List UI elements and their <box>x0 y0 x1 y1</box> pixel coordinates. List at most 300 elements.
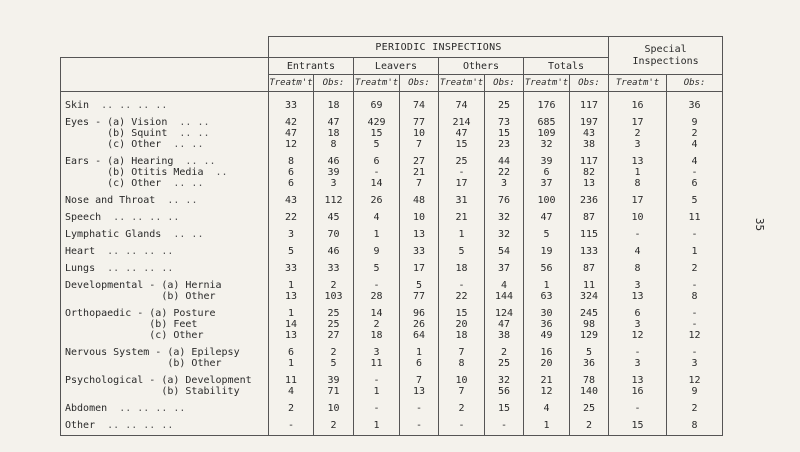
row-label <box>61 111 269 128</box>
value-cell: 17 <box>439 178 485 189</box>
table-row <box>61 223 723 240</box>
value-cell: 25 <box>314 319 354 330</box>
value-cell: 12 <box>269 139 314 150</box>
row-label <box>61 223 269 240</box>
value-cell: 6 <box>269 341 314 358</box>
value-cell: 64 <box>400 330 439 341</box>
value-cell: 18 <box>439 257 485 274</box>
value-cell: 8 <box>609 178 667 189</box>
table-row <box>61 206 723 223</box>
value-cell: 117 <box>570 150 609 167</box>
value-cell: 2 <box>570 414 609 436</box>
value-cell: 30 <box>524 302 570 319</box>
row-label-text: Nose and Throat <box>65 195 156 206</box>
value-cell: 87 <box>570 206 609 223</box>
value-cell: 18 <box>439 330 485 341</box>
row-label-text: (c) Other <box>65 139 162 150</box>
value-cell: 3 <box>609 274 667 291</box>
row-label <box>61 167 269 178</box>
value-cell: 176 <box>524 92 570 112</box>
value-cell: 100 <box>524 189 570 206</box>
value-cell: 71 <box>314 386 354 397</box>
leader-dots: .. .. .. .. <box>107 263 174 274</box>
value-cell: 17 <box>609 111 667 128</box>
value-cell: 15 <box>485 128 524 139</box>
value-cell: 54 <box>485 240 524 257</box>
row-label-text: Orthopaedic - (a) Posture <box>65 308 216 319</box>
value-cell: 18 <box>314 92 354 112</box>
value-cell: 78 <box>570 369 609 386</box>
value-cell: 11 <box>354 358 400 369</box>
value-cell: 3 <box>485 178 524 189</box>
row-label-text: Skin <box>65 100 90 111</box>
value-cell: - <box>354 167 400 178</box>
value-cell: 3 <box>609 139 667 150</box>
value-cell: 2 <box>439 397 485 414</box>
value-cell: 5 <box>439 240 485 257</box>
value-cell: 56 <box>485 386 524 397</box>
value-cell: 74 <box>439 92 485 112</box>
value-cell: 1 <box>400 341 439 358</box>
value-cell: 25 <box>314 302 354 319</box>
value-cell: 33 <box>400 240 439 257</box>
value-cell: 14 <box>354 302 400 319</box>
leader-dots: .. .. <box>173 139 204 150</box>
value-cell: 2 <box>314 274 354 291</box>
value-cell: 4 <box>269 386 314 397</box>
value-cell: 87 <box>570 257 609 274</box>
value-cell: 2 <box>667 257 723 274</box>
value-cell: 23 <box>485 139 524 150</box>
table-row <box>61 111 723 128</box>
value-cell: 8 <box>269 150 314 167</box>
value-cell: 25 <box>485 358 524 369</box>
value-cell: 70 <box>314 223 354 240</box>
value-cell: 39 <box>314 167 354 178</box>
value-cell: 5 <box>400 274 439 291</box>
value-cell: 4 <box>667 139 723 150</box>
value-cell: 36 <box>524 319 570 330</box>
value-cell: 14 <box>354 178 400 189</box>
value-cell: 47 <box>524 206 570 223</box>
value-cell: 2 <box>269 397 314 414</box>
row-label-text: Nervous System - (a) Epilepsy <box>65 347 240 358</box>
table-body <box>61 92 723 436</box>
treatment-subheading: Treatm't <box>269 75 314 92</box>
row-label-text: Other <box>65 420 96 431</box>
value-cell: 7 <box>439 341 485 358</box>
value-cell: 7 <box>400 178 439 189</box>
row-label <box>61 240 269 257</box>
value-cell: 4 <box>667 150 723 167</box>
value-cell: 140 <box>570 386 609 397</box>
value-cell: 27 <box>400 150 439 167</box>
leader-dots: .. .. <box>185 156 216 167</box>
value-cell: 1 <box>524 414 570 436</box>
value-cell: 38 <box>485 330 524 341</box>
value-cell: - <box>400 397 439 414</box>
value-cell: 32 <box>485 369 524 386</box>
value-cell: 37 <box>485 257 524 274</box>
value-cell: 2 <box>485 341 524 358</box>
row-label <box>61 150 269 167</box>
value-cell: 1 <box>269 358 314 369</box>
table-row <box>61 386 723 397</box>
value-cell: 45 <box>314 206 354 223</box>
value-cell: 31 <box>439 189 485 206</box>
value-cell: 1 <box>354 414 400 436</box>
value-cell: 21 <box>400 167 439 178</box>
leader-dots: .. .. <box>173 178 204 189</box>
value-cell: 2 <box>314 341 354 358</box>
value-cell: 15 <box>439 302 485 319</box>
leader-dots: .. .. .. .. <box>113 212 180 223</box>
leader-dots: .. .. .. .. <box>101 100 168 111</box>
table-row <box>61 358 723 369</box>
value-cell: 46 <box>314 150 354 167</box>
value-cell: 20 <box>439 319 485 330</box>
table-row <box>61 257 723 274</box>
row-label-text: Speech <box>65 212 102 223</box>
periodic-inspections-heading: PERIODIC INSPECTIONS <box>269 37 609 58</box>
value-cell: 8 <box>314 139 354 150</box>
value-cell: 39 <box>314 369 354 386</box>
value-cell: 47 <box>314 111 354 128</box>
value-cell: 8 <box>439 358 485 369</box>
value-cell: 43 <box>570 128 609 139</box>
table-row <box>61 128 723 139</box>
value-cell: 6 <box>269 178 314 189</box>
value-cell: 73 <box>485 111 524 128</box>
value-cell: 17 <box>400 257 439 274</box>
value-cell: 18 <box>354 330 400 341</box>
value-cell: 13 <box>609 369 667 386</box>
value-cell: 4 <box>354 206 400 223</box>
value-cell: 11 <box>269 369 314 386</box>
value-cell: 36 <box>570 358 609 369</box>
value-cell: 6 <box>609 302 667 319</box>
value-cell: 26 <box>400 319 439 330</box>
value-cell: 98 <box>570 319 609 330</box>
value-cell: - <box>667 167 723 178</box>
value-cell: - <box>354 274 400 291</box>
value-cell: 47 <box>439 128 485 139</box>
value-cell: 77 <box>400 111 439 128</box>
value-cell: 4 <box>609 240 667 257</box>
value-cell: 4 <box>524 397 570 414</box>
table-row <box>61 92 723 112</box>
value-cell: 13 <box>609 291 667 302</box>
value-cell: 124 <box>485 302 524 319</box>
inspections-table <box>60 36 723 436</box>
row-label <box>61 369 269 386</box>
value-cell: 48 <box>400 189 439 206</box>
value-cell: 15 <box>485 397 524 414</box>
value-cell: 117 <box>570 92 609 112</box>
row-label-text: (c) Other <box>65 330 204 341</box>
value-cell: 32 <box>485 206 524 223</box>
value-cell: 10 <box>609 206 667 223</box>
row-label-text: (b) Stability <box>65 386 240 397</box>
treatment-subheading: Treatm't <box>354 75 400 92</box>
value-cell: 2 <box>314 414 354 436</box>
table-row <box>61 302 723 319</box>
value-cell: - <box>667 302 723 319</box>
value-cell: 16 <box>524 341 570 358</box>
value-cell: 1 <box>354 223 400 240</box>
value-cell: 214 <box>439 111 485 128</box>
value-cell: 15 <box>609 414 667 436</box>
table-row <box>61 291 723 302</box>
value-cell: 16 <box>609 92 667 112</box>
row-label <box>61 414 269 436</box>
value-cell: - <box>667 341 723 358</box>
row-label-text: Abdomen <box>65 403 108 414</box>
value-cell: 6 <box>354 150 400 167</box>
value-cell: 11 <box>667 206 723 223</box>
row-label-text: Psychological - (a) Development <box>65 375 252 386</box>
totals-heading: Totals <box>524 58 609 75</box>
value-cell: 46 <box>314 240 354 257</box>
value-cell: 22 <box>485 167 524 178</box>
value-cell: 2 <box>354 319 400 330</box>
value-cell: 5 <box>314 358 354 369</box>
row-label-text: Developmental - (a) Hernia <box>65 280 222 291</box>
value-cell: 1 <box>667 240 723 257</box>
observation-subheading: Obs: <box>485 75 524 92</box>
value-cell: - <box>354 397 400 414</box>
row-label <box>61 128 269 139</box>
leader-dots: .. .. .. .. <box>107 420 174 431</box>
value-cell: 49 <box>524 330 570 341</box>
value-cell: 20 <box>524 358 570 369</box>
value-cell: 82 <box>570 167 609 178</box>
leader-dots: .. .. .. .. <box>119 403 186 414</box>
value-cell: 8 <box>667 291 723 302</box>
value-cell: 2 <box>609 128 667 139</box>
value-cell: 5 <box>354 257 400 274</box>
row-label <box>61 139 269 150</box>
table-row <box>61 178 723 189</box>
table-row <box>61 139 723 150</box>
value-cell: 25 <box>485 92 524 112</box>
value-cell: 115 <box>570 223 609 240</box>
value-cell: - <box>354 369 400 386</box>
row-label <box>61 291 269 302</box>
value-cell: 1 <box>269 274 314 291</box>
value-cell: 8 <box>609 257 667 274</box>
leader-dots: .. .. <box>167 195 198 206</box>
value-cell: 25 <box>570 397 609 414</box>
value-cell: - <box>400 414 439 436</box>
value-cell: 13 <box>609 150 667 167</box>
row-label-text: (b) Squint <box>65 128 168 139</box>
value-cell: - <box>609 223 667 240</box>
value-cell: 133 <box>570 240 609 257</box>
leader-dots: .. .. .. .. <box>107 246 174 257</box>
value-cell: 13 <box>570 178 609 189</box>
row-label <box>61 302 269 319</box>
value-cell: - <box>439 274 485 291</box>
table-row <box>61 319 723 330</box>
page-number: 35 <box>752 217 766 232</box>
value-cell: 33 <box>314 257 354 274</box>
value-cell: 63 <box>524 291 570 302</box>
label-column-sub <box>61 75 269 92</box>
value-cell: - <box>609 397 667 414</box>
observation-subheading: Obs: <box>667 75 723 92</box>
row-label <box>61 92 269 112</box>
value-cell: 144 <box>485 291 524 302</box>
value-cell: 96 <box>400 302 439 319</box>
table-row <box>61 369 723 386</box>
value-cell: 26 <box>354 189 400 206</box>
value-cell: 10 <box>314 397 354 414</box>
table-row <box>61 274 723 291</box>
value-cell: 25 <box>439 150 485 167</box>
value-cell: - <box>439 167 485 178</box>
value-cell: 11 <box>570 274 609 291</box>
value-cell: - <box>609 341 667 358</box>
value-cell: 6 <box>400 358 439 369</box>
row-label-text: (b) Feet <box>65 319 198 330</box>
value-cell: 429 <box>354 111 400 128</box>
row-label <box>61 178 269 189</box>
leader-dots: .. .. <box>179 117 210 128</box>
label-column-header <box>61 58 269 75</box>
value-cell: 28 <box>354 291 400 302</box>
special-line-1: Special <box>644 43 687 55</box>
value-cell: 39 <box>524 150 570 167</box>
table-row <box>61 189 723 206</box>
value-cell: 10 <box>400 128 439 139</box>
value-cell: 33 <box>269 92 314 112</box>
row-label <box>61 330 269 341</box>
row-label-text: Ears - (a) Hearing <box>65 156 174 167</box>
value-cell: 44 <box>485 150 524 167</box>
value-cell: 27 <box>314 330 354 341</box>
row-label <box>61 206 269 223</box>
table-header <box>61 37 723 92</box>
value-cell: 22 <box>439 291 485 302</box>
value-cell: 47 <box>485 319 524 330</box>
value-cell: 33 <box>269 257 314 274</box>
corner-cell <box>61 37 269 58</box>
value-cell: 9 <box>667 111 723 128</box>
leader-dots: .. .. <box>179 128 210 139</box>
row-label <box>61 274 269 291</box>
subheader-row <box>61 75 723 92</box>
value-cell: 13 <box>269 330 314 341</box>
table-row <box>61 240 723 257</box>
value-cell: 1 <box>524 274 570 291</box>
value-cell: 5 <box>524 223 570 240</box>
value-cell: 6 <box>524 167 570 178</box>
value-cell: 685 <box>524 111 570 128</box>
special-line-2: Inspections <box>632 55 699 67</box>
row-label-text: Heart <box>65 246 96 257</box>
value-cell: 56 <box>524 257 570 274</box>
value-cell: 47 <box>269 128 314 139</box>
value-cell: 10 <box>400 206 439 223</box>
value-cell: 21 <box>524 369 570 386</box>
value-cell: 197 <box>570 111 609 128</box>
value-cell: 4 <box>485 274 524 291</box>
value-cell: 77 <box>400 291 439 302</box>
leader-dots: .. .. <box>173 229 204 240</box>
value-cell: 19 <box>524 240 570 257</box>
value-cell: 36 <box>667 92 723 112</box>
value-cell: 9 <box>354 240 400 257</box>
value-cell: 15 <box>354 128 400 139</box>
value-cell: 7 <box>400 369 439 386</box>
value-cell: 112 <box>314 189 354 206</box>
table-row <box>61 341 723 358</box>
value-cell: 3 <box>609 319 667 330</box>
row-label <box>61 397 269 414</box>
value-cell: 13 <box>400 223 439 240</box>
entrants-heading: Entrants <box>269 58 354 75</box>
value-cell: 15 <box>439 139 485 150</box>
row-label-text: Eyes - (a) Vision <box>65 117 168 128</box>
treatment-subheading: Treatm't <box>439 75 485 92</box>
value-cell: 18 <box>314 128 354 139</box>
value-cell: 3 <box>269 223 314 240</box>
row-label-text: (b) Other <box>65 358 222 369</box>
value-cell: 38 <box>570 139 609 150</box>
row-label <box>61 341 269 358</box>
table-row <box>61 150 723 167</box>
value-cell: 3 <box>667 358 723 369</box>
table-row <box>61 397 723 414</box>
value-cell: 7 <box>439 386 485 397</box>
row-label-text: Lymphatic Glands <box>65 229 162 240</box>
leader-dots: .. <box>215 167 228 178</box>
value-cell: 6 <box>269 167 314 178</box>
row-label <box>61 358 269 369</box>
table-row <box>61 167 723 178</box>
value-cell: 1 <box>439 223 485 240</box>
value-cell: 8 <box>667 414 723 436</box>
value-cell: 16 <box>609 386 667 397</box>
leavers-heading: Leavers <box>354 58 439 75</box>
value-cell: 6 <box>667 178 723 189</box>
value-cell: 324 <box>570 291 609 302</box>
value-cell: 13 <box>269 291 314 302</box>
value-cell: 5 <box>269 240 314 257</box>
value-cell: - <box>667 223 723 240</box>
value-cell: 3 <box>354 341 400 358</box>
value-cell: 74 <box>400 92 439 112</box>
value-cell: 3 <box>609 358 667 369</box>
others-heading: Others <box>439 58 524 75</box>
value-cell: 14 <box>269 319 314 330</box>
row-label <box>61 386 269 397</box>
row-label <box>61 257 269 274</box>
treatment-subheading: Treatm't <box>609 75 667 92</box>
value-cell: - <box>439 414 485 436</box>
value-cell: - <box>485 414 524 436</box>
value-cell: 2 <box>667 397 723 414</box>
value-cell: - <box>667 319 723 330</box>
value-cell: 1 <box>269 302 314 319</box>
row-label-text: (b) Other <box>65 291 216 302</box>
value-cell: 12 <box>524 386 570 397</box>
value-cell: 21 <box>439 206 485 223</box>
observation-subheading: Obs: <box>314 75 354 92</box>
value-cell: 12 <box>667 330 723 341</box>
value-cell: 129 <box>570 330 609 341</box>
